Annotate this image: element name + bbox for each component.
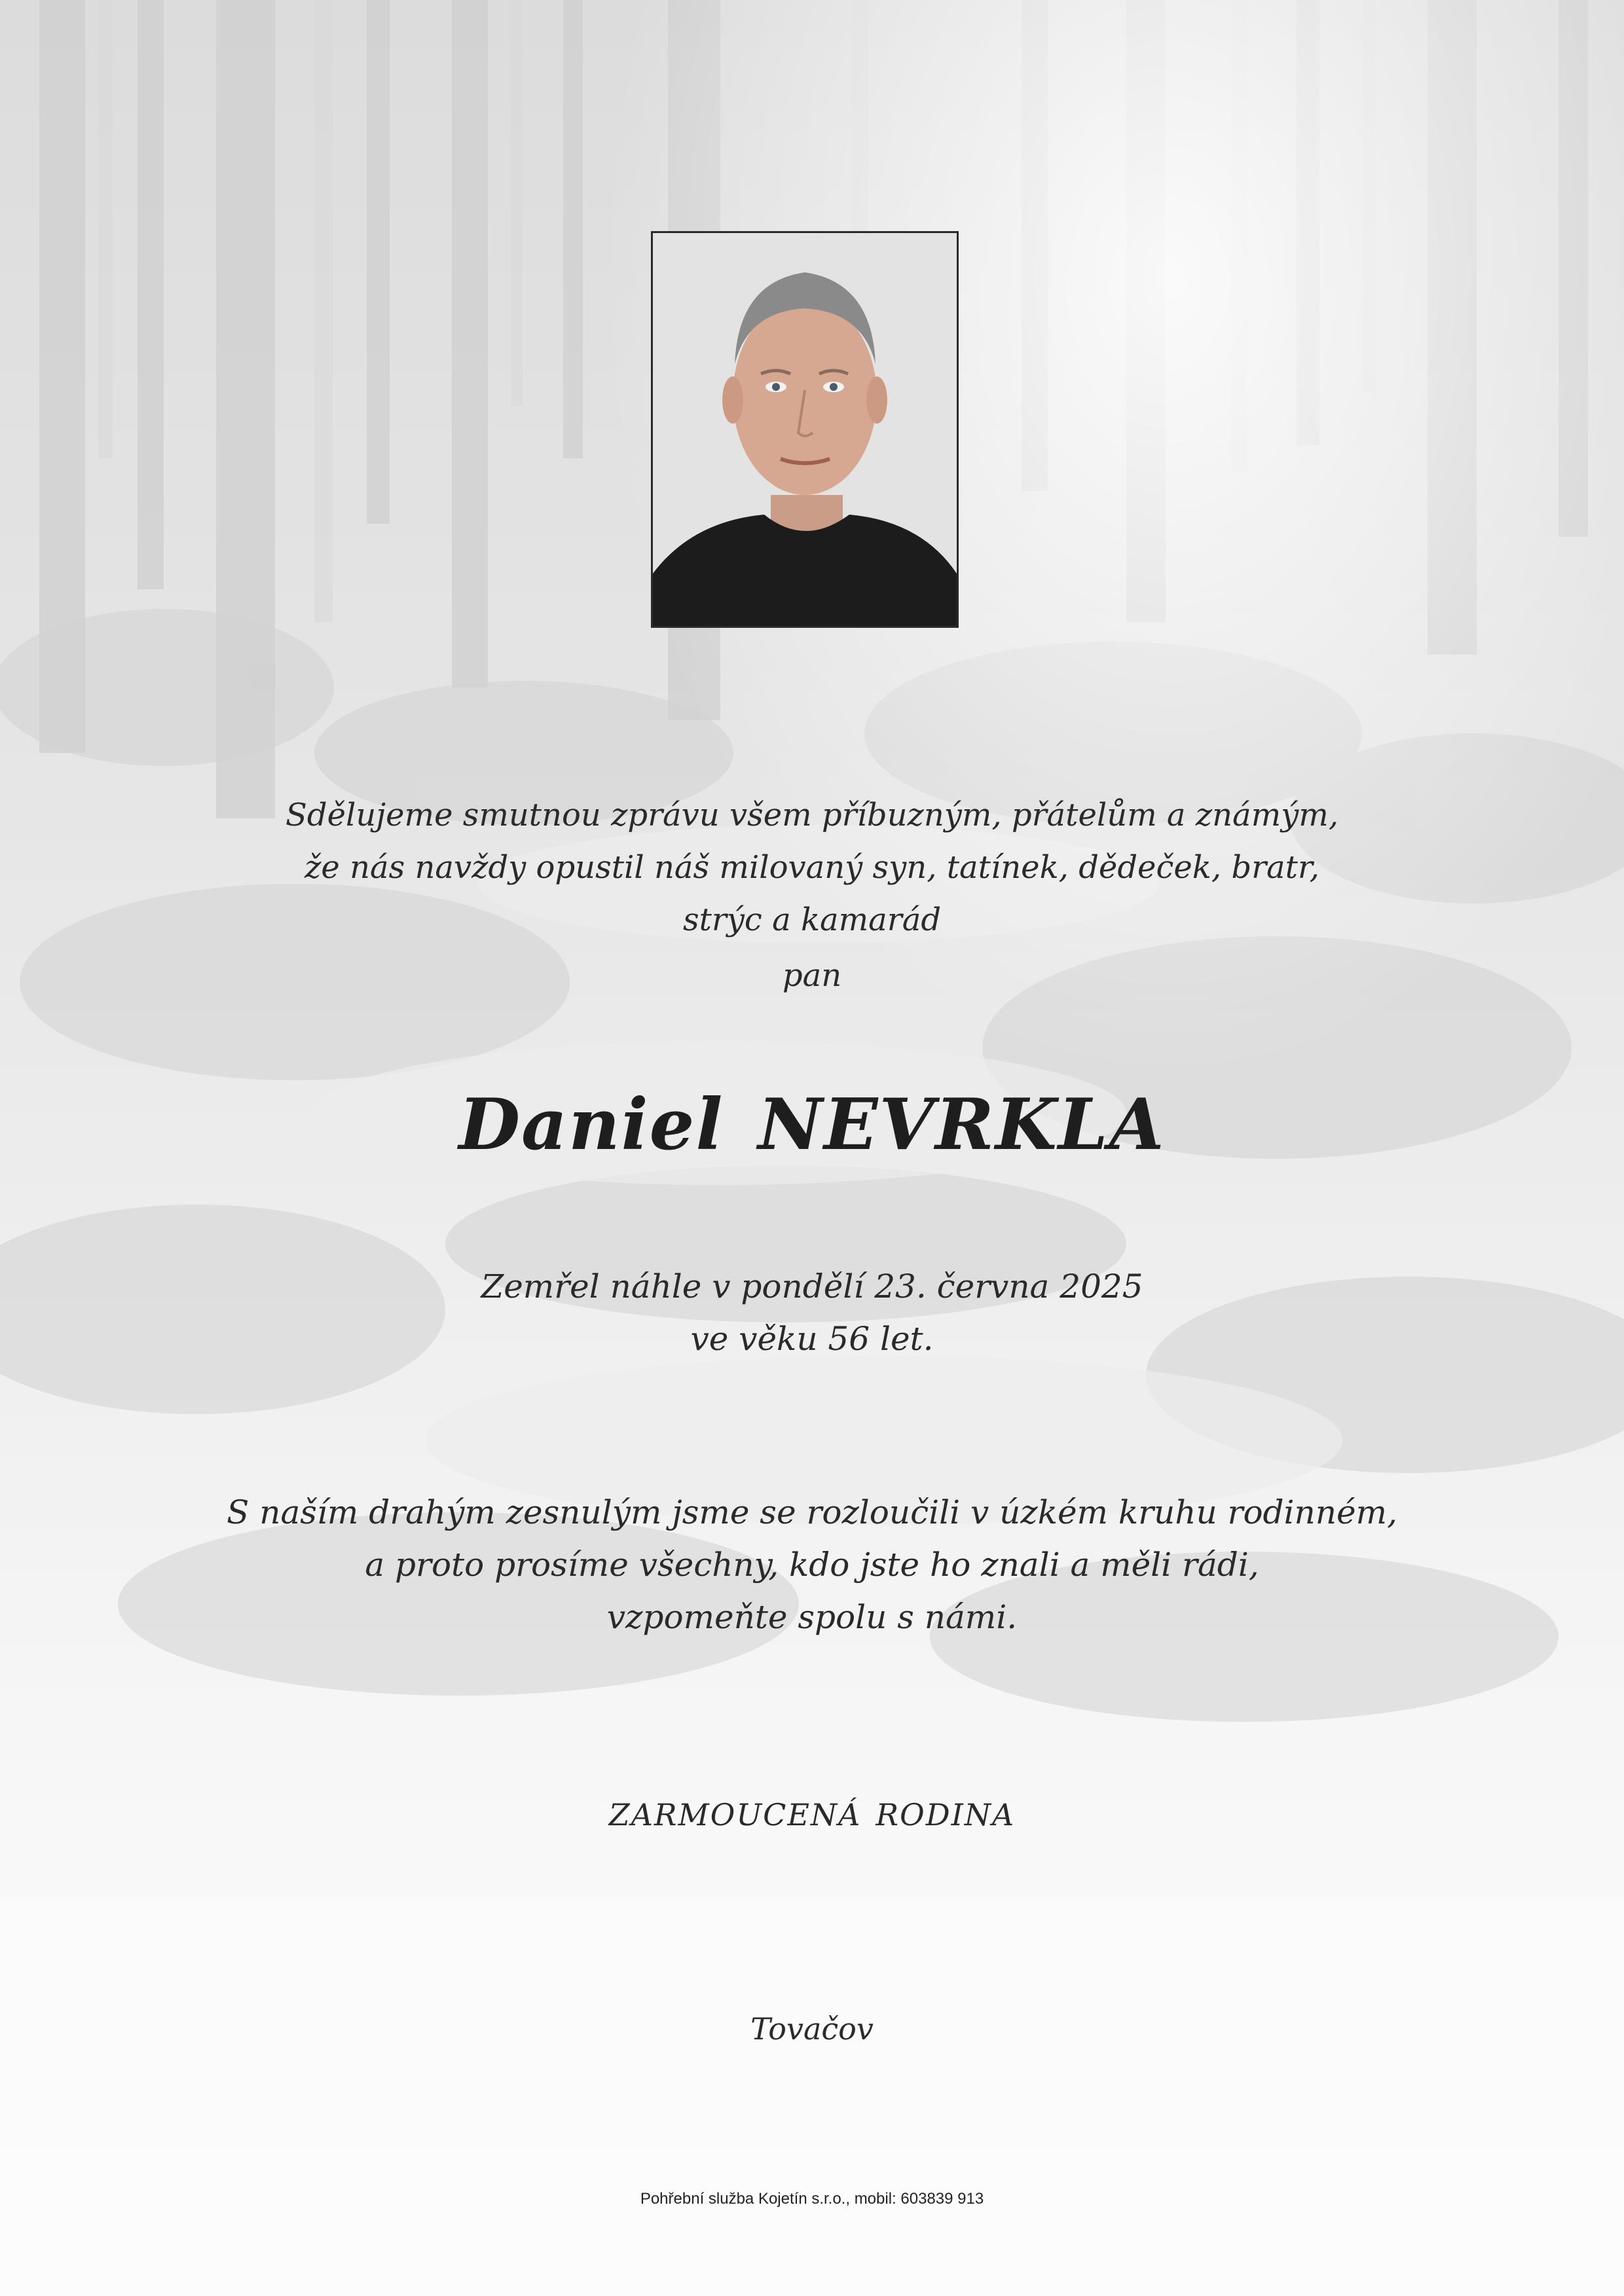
age-line: ve věku 56 let. — [690, 1320, 934, 1358]
funeral-service-footer: Pohřební služba Kojetín s.r.o., mobil: 603839 913 — [640, 2190, 984, 2208]
message-line-3: vzpomeňte spolu s námi. — [606, 1598, 1018, 1636]
death-date-line: Zemřel náhle v pondělí 23. června 2025 — [481, 1267, 1143, 1305]
family-signature — [0, 1797, 1624, 1832]
death-info — [0, 1260, 1624, 1365]
deceased-name — [0, 1084, 1624, 1166]
announcement-line-3: strýc a kamarád — [682, 902, 942, 938]
message-line-2: a proto prosíme všechny, kdo jste ho znali a měli rádi, — [365, 1546, 1259, 1584]
announcement-line-2: že nás navždy opustil náš milovaný syn, tatínek, dědeček, bratr, — [304, 849, 1320, 886]
message-line-1: S naším drahým zesnulým jsme se rozloučili v úzkém kruhu rodinném, — [227, 1493, 1397, 1531]
farewell-message — [0, 1486, 1624, 1643]
place-name: Tovačov — [750, 2011, 874, 2047]
deceased-portrait-photo-icon — [653, 233, 957, 626]
first-name: Daniel — [458, 1084, 724, 1166]
signature-word-2: RODINA — [876, 1797, 1016, 1832]
announcement-text — [0, 789, 1624, 946]
announcement-line-1: Sdělujeme smutnou zprávu všem příbuzným, přátelům a známým, — [285, 797, 1339, 833]
portrait-frame — [651, 231, 959, 628]
signature-word-1: ZARMOUCENÁ — [608, 1797, 862, 1832]
last-name: NEVRKLA — [758, 1084, 1166, 1166]
title-word: pan — [782, 957, 842, 994]
